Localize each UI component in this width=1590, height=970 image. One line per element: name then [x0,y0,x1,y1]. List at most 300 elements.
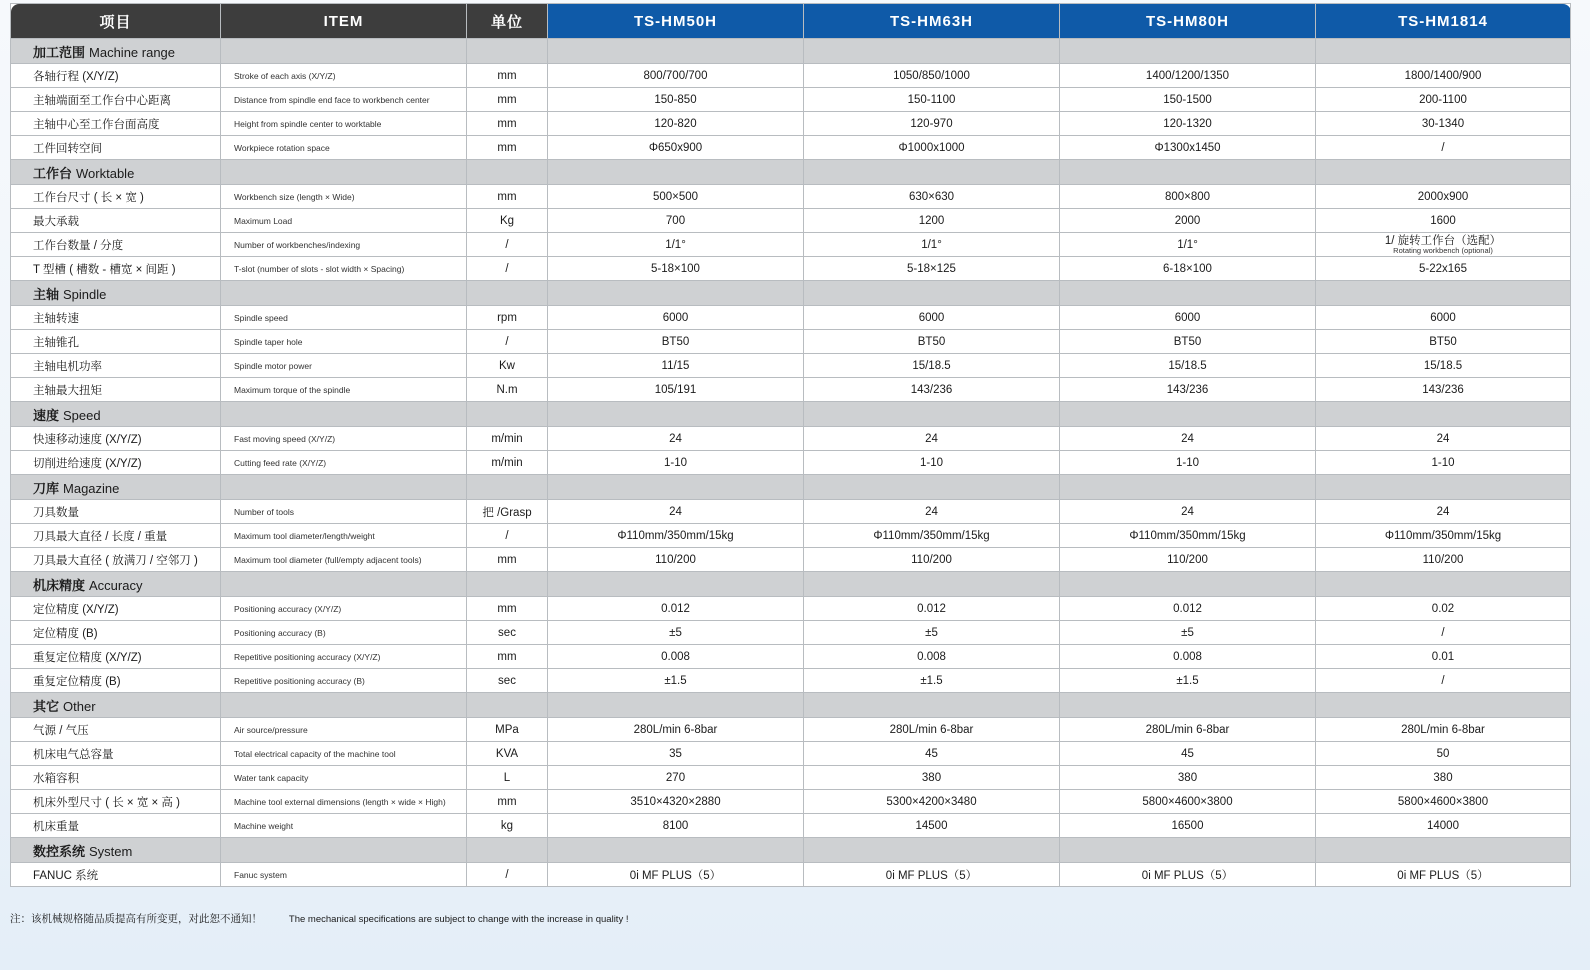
section-title [11,281,221,306]
param-value: 15/18.5 [1060,354,1316,378]
param-unit: m/min [467,451,548,475]
param-name-zh: 主轴电机功率 [11,354,221,378]
header-model: TS-HM50H [548,4,804,39]
param-value: ±5 [1060,621,1316,645]
param-name-zh: 定位精度 (B) [11,621,221,645]
section-title-en: Spindle [63,286,107,302]
table-row [11,209,1571,233]
section-blank-cell [1316,475,1571,500]
table-row [11,233,1571,257]
table-row [11,597,1571,621]
param-name-en: Repetitive positioning accuracy (B) [221,669,467,693]
param-value: / [1316,669,1571,693]
param-value: 1-10 [804,451,1060,475]
param-value: 1800/1400/900 [1316,64,1571,88]
param-value: 0.01 [1316,645,1571,669]
param-value: 0i MF PLUS（5） [1316,863,1571,887]
param-value: 6000 [1060,306,1316,330]
section-header-row [11,838,1571,863]
param-value: 1600 [1316,209,1571,233]
table-row [11,112,1571,136]
param-unit: 把 /Grasp [467,500,548,524]
param-unit: mm [467,136,548,160]
param-value: 15/18.5 [1316,354,1571,378]
param-unit: kg [467,814,548,838]
param-value: 1200 [804,209,1060,233]
section-blank-cell [1316,402,1571,427]
param-name-en: Cutting feed rate (X/Y/Z) [221,451,467,475]
param-value: 24 [548,500,804,524]
param-value: 630×630 [804,185,1060,209]
param-value: 120-970 [804,112,1060,136]
param-name-en: Positioning accuracy (X/Y/Z) [221,597,467,621]
table-row [11,185,1571,209]
section-blank-cell [1316,281,1571,306]
table-row [11,621,1571,645]
param-name-zh: 工件回转空间 [11,136,221,160]
param-value: Φ110mm/350mm/15kg [804,524,1060,548]
param-value: 110/200 [548,548,804,572]
param-value: Φ1300x1450 [1060,136,1316,160]
table-row [11,500,1571,524]
param-name-en: Water tank capacity [221,766,467,790]
param-value: 110/200 [804,548,1060,572]
table-row [11,64,1571,88]
param-unit: / [467,524,548,548]
param-value: 11/15 [548,354,804,378]
param-value: 1050/850/1000 [804,64,1060,88]
table-row [11,645,1571,669]
section-title-zh: 数控系统 [33,843,86,859]
param-name-zh: T 型槽 ( 槽数 - 槽宽 × 间距 ) [11,257,221,281]
section-blank-cell [804,572,1060,597]
param-unit: mm [467,645,548,669]
section-header-row [11,402,1571,427]
table-row [11,330,1571,354]
param-value: Φ1000x1000 [804,136,1060,160]
param-value: 143/236 [1060,378,1316,402]
param-value: 105/191 [548,378,804,402]
section-title-zh: 主轴 [33,286,60,302]
section-title [11,402,221,427]
param-name-en: Maximum tool diameter/length/weight [221,524,467,548]
table-row [11,136,1571,160]
param-value: 6000 [548,306,804,330]
param-value: 500×500 [548,185,804,209]
section-blank-cell [221,160,467,185]
param-unit: / [467,233,548,257]
table-header [11,4,1571,39]
section-title-zh: 机床精度 [33,577,86,593]
param-name-en: Maximum Load [221,209,467,233]
section-title-en: Machine range [89,44,176,60]
param-name-en: Machine tool external dimensions (length × wide × High) [221,790,467,814]
param-unit: sec [467,669,548,693]
section-title-en: Worktable [76,165,135,181]
section-blank-cell [467,281,548,306]
param-value: ±5 [548,621,804,645]
param-unit: mm [467,112,548,136]
param-value: 6-18×100 [1060,257,1316,281]
param-value: 800/700/700 [548,64,804,88]
param-name-en: Number of workbenches/indexing [221,233,467,257]
section-blank-cell [467,402,548,427]
header-item-zh: 项目 [11,4,221,39]
param-value: 5-18×125 [804,257,1060,281]
param-value: 110/200 [1060,548,1316,572]
footer-note [10,911,628,926]
section-title-zh: 工作台 [33,165,73,181]
param-value: 0i MF PLUS（5） [804,863,1060,887]
param-value-note: Rotating workbench (optional) [1393,245,1493,255]
spec-table-container [10,3,1570,887]
section-blank-cell [467,693,548,718]
param-value: 200-1100 [1316,88,1571,112]
param-name-zh: 主轴端面至工作台中心距离 [11,88,221,112]
header-item-en: ITEM [221,4,467,39]
param-name-zh: 机床重量 [11,814,221,838]
table-row [11,378,1571,402]
param-name-zh: FANUC 系统 [11,863,221,887]
param-value: 45 [804,742,1060,766]
section-header-row [11,572,1571,597]
param-value: 1-10 [1060,451,1316,475]
section-title-zh: 其它 [33,698,60,714]
param-name-zh: 主轴锥孔 [11,330,221,354]
param-name-zh: 刀具最大直径 ( 放满刀 / 空邻刀 ) [11,548,221,572]
param-value: 0.008 [1060,645,1316,669]
param-name-en: Spindle motor power [221,354,467,378]
section-title [11,572,221,597]
table-row [11,718,1571,742]
param-value: 35 [548,742,804,766]
section-blank-cell [548,572,804,597]
param-value: 6000 [804,306,1060,330]
section-blank-cell [467,838,548,863]
section-blank-cell [467,160,548,185]
footer-note-zh: 注：该机械规格随品质提高有所变更，对此恕不通知！ [10,913,262,925]
param-name-en: Air source/pressure [221,718,467,742]
param-name-zh: 工作台尺寸 ( 长 × 宽 ) [11,185,221,209]
param-name-en: Machine weight [221,814,467,838]
param-value: 120-820 [548,112,804,136]
param-value: ±1.5 [1060,669,1316,693]
param-value: BT50 [804,330,1060,354]
section-title-en: Magazine [63,480,120,496]
param-unit: mm [467,548,548,572]
table-row [11,742,1571,766]
param-unit: sec [467,621,548,645]
param-value: 1-10 [548,451,804,475]
section-blank-cell [1060,281,1316,306]
param-value: 0i MF PLUS（5） [1060,863,1316,887]
param-value: Φ110mm/350mm/15kg [548,524,804,548]
table-row [11,451,1571,475]
param-name-zh: 水箱容积 [11,766,221,790]
param-name-en: Number of tools [221,500,467,524]
param-value: 1/1° [548,233,804,257]
param-value: 24 [1060,427,1316,451]
param-value: 280L/min 6-8bar [548,718,804,742]
param-value: 150-850 [548,88,804,112]
param-value: 380 [1060,766,1316,790]
section-blank-cell [1060,572,1316,597]
param-name-zh: 刀具最大直径 / 长度 / 重量 [11,524,221,548]
param-unit: N.m [467,378,548,402]
param-value: 5-22x165 [1316,257,1571,281]
param-value: 14000 [1316,814,1571,838]
param-value: 380 [1316,766,1571,790]
section-blank-cell [467,39,548,64]
param-name-zh: 各轴行程 (X/Y/Z) [11,64,221,88]
param-value: 0.012 [1060,597,1316,621]
param-value: 24 [1316,427,1571,451]
param-value: 30-1340 [1316,112,1571,136]
param-unit: mm [467,64,548,88]
section-blank-cell [1316,572,1571,597]
section-blank-cell [804,838,1060,863]
section-blank-cell [804,160,1060,185]
param-value: BT50 [548,330,804,354]
section-title-zh: 速度 [33,407,60,423]
section-blank-cell [1316,39,1571,64]
table-row [11,766,1571,790]
param-unit: / [467,257,548,281]
param-unit: m/min [467,427,548,451]
param-value: 50 [1316,742,1571,766]
param-unit: MPa [467,718,548,742]
param-value: 0i MF PLUS（5） [548,863,804,887]
header-model: TS-HM63H [804,4,1060,39]
param-value: 16500 [1060,814,1316,838]
section-title-zh: 加工范围 [33,44,86,60]
param-unit: mm [467,185,548,209]
param-value: 280L/min 6-8bar [1316,718,1571,742]
section-header-row [11,281,1571,306]
section-blank-cell [467,572,548,597]
param-value: 110/200 [1316,548,1571,572]
section-title-en: Accuracy [89,577,143,593]
param-value: Φ110mm/350mm/15kg [1316,524,1571,548]
section-blank-cell [804,475,1060,500]
param-value: 280L/min 6-8bar [804,718,1060,742]
section-header-row [11,475,1571,500]
section-blank-cell [1060,693,1316,718]
param-name-en: Distance from spindle end face to workbench center [221,88,467,112]
param-value: 143/236 [1316,378,1571,402]
section-title-zh: 刀库 [33,480,60,496]
section-title-en: Other [63,698,96,714]
section-title-en: Speed [63,407,101,423]
param-value: 270 [548,766,804,790]
spec-table [10,3,1571,887]
param-name-zh: 快速移动速度 (X/Y/Z) [11,427,221,451]
param-unit: / [467,863,548,887]
param-name-en: Repetitive positioning accuracy (X/Y/Z) [221,645,467,669]
param-name-zh: 主轴转速 [11,306,221,330]
section-blank-cell [1316,160,1571,185]
param-name-en: Fast moving speed (X/Y/Z) [221,427,467,451]
param-name-zh: 机床电气总容量 [11,742,221,766]
section-title [11,838,221,863]
param-name-zh: 重复定位精度 (B) [11,669,221,693]
param-name-zh: 主轴最大扭矩 [11,378,221,402]
param-value: 24 [804,500,1060,524]
param-value: 0.008 [548,645,804,669]
table-row [11,354,1571,378]
section-blank-cell [1060,160,1316,185]
header-model: TS-HM1814 [1316,4,1571,39]
section-blank-cell [1316,693,1571,718]
section-blank-cell [548,39,804,64]
section-blank-cell [221,475,467,500]
param-name-zh: 气源 / 气压 [11,718,221,742]
param-value: 24 [1060,500,1316,524]
section-title [11,475,221,500]
param-name-en: Maximum torque of the spindle [221,378,467,402]
table-body [11,39,1571,887]
section-title [11,39,221,64]
param-value: 700 [548,209,804,233]
param-value: 1/1° [1060,233,1316,257]
param-value: Φ650x900 [548,136,804,160]
param-name-zh: 主轴中心至工作台面高度 [11,112,221,136]
param-name-en: Total electrical capacity of the machine tool [221,742,467,766]
table-row [11,306,1571,330]
param-name-en: Maximum tool diameter (full/empty adjacent tools) [221,548,467,572]
section-blank-cell [1060,402,1316,427]
section-blank-cell [221,402,467,427]
param-value: BT50 [1060,330,1316,354]
param-name-zh: 机床外型尺寸 ( 长 × 宽 × 高 ) [11,790,221,814]
section-blank-cell [548,693,804,718]
section-blank-cell [548,475,804,500]
param-value: 1400/1200/1350 [1060,64,1316,88]
table-row [11,427,1571,451]
param-unit: rpm [467,306,548,330]
param-value: 2000 [1060,209,1316,233]
param-value: 0.008 [804,645,1060,669]
param-name-en: Positioning accuracy (B) [221,621,467,645]
param-value: 1-10 [1316,451,1571,475]
param-value: 24 [1316,500,1571,524]
param-value: ±5 [804,621,1060,645]
param-value: 24 [548,427,804,451]
param-value: 0.012 [804,597,1060,621]
section-header-row [11,39,1571,64]
param-value: 45 [1060,742,1316,766]
param-value: 3510×4320×2880 [548,790,804,814]
param-name-en: T-slot (number of slots - slot width × Spacing) [221,257,467,281]
param-value: ±1.5 [548,669,804,693]
section-title-en: System [89,843,133,859]
header-model: TS-HM80H [1060,4,1316,39]
param-name-zh: 定位精度 (X/Y/Z) [11,597,221,621]
param-unit: mm [467,88,548,112]
param-value: 150-1100 [804,88,1060,112]
section-title [11,160,221,185]
param-unit: L [467,766,548,790]
param-value-main: 1/ 旋转工作台（选配） [1384,234,1502,247]
param-value: / [1316,136,1571,160]
header-unit: 单位 [467,4,548,39]
table-row [11,257,1571,281]
table-row [11,88,1571,112]
section-blank-cell [467,475,548,500]
param-value [1316,233,1571,257]
section-blank-cell [548,838,804,863]
param-value: Φ110mm/350mm/15kg [1060,524,1316,548]
table-row [11,790,1571,814]
section-blank-cell [548,402,804,427]
param-unit: Kg [467,209,548,233]
table-row [11,669,1571,693]
param-unit: KVA [467,742,548,766]
section-blank-cell [221,281,467,306]
param-value: 150-1500 [1060,88,1316,112]
section-header-row [11,693,1571,718]
param-name-en: Spindle taper hole [221,330,467,354]
section-blank-cell [1060,838,1316,863]
section-header-row [11,160,1571,185]
param-value: ±1.5 [804,669,1060,693]
param-name-en: Fanuc system [221,863,467,887]
param-value: 5800×4600×3800 [1060,790,1316,814]
param-value: / [1316,621,1571,645]
param-name-zh: 最大承载 [11,209,221,233]
section-blank-cell [221,39,467,64]
param-name-en: Spindle speed [221,306,467,330]
param-value: 5800×4600×3800 [1316,790,1571,814]
param-value: 800×800 [1060,185,1316,209]
section-blank-cell [548,160,804,185]
param-value: 6000 [1316,306,1571,330]
table-row [11,863,1571,887]
param-value: 0.02 [1316,597,1571,621]
param-value: BT50 [1316,330,1571,354]
section-blank-cell [804,39,1060,64]
param-value: 380 [804,766,1060,790]
param-name-en: Workbench size (length × Wide) [221,185,467,209]
param-value: 14500 [804,814,1060,838]
param-name-zh: 重复定位精度 (X/Y/Z) [11,645,221,669]
param-value: 143/236 [804,378,1060,402]
param-value: 5300×4200×3480 [804,790,1060,814]
param-unit: Kw [467,354,548,378]
section-blank-cell [1316,838,1571,863]
section-blank-cell [1060,475,1316,500]
param-unit: mm [467,790,548,814]
section-blank-cell [548,281,804,306]
param-value: 24 [804,427,1060,451]
section-blank-cell [804,281,1060,306]
param-value: 2000x900 [1316,185,1571,209]
section-title [11,693,221,718]
param-value: 8100 [548,814,804,838]
table-row [11,524,1571,548]
section-blank-cell [804,402,1060,427]
param-name-en: Height from spindle center to worktable [221,112,467,136]
param-value: 15/18.5 [804,354,1060,378]
table-row [11,814,1571,838]
section-blank-cell [221,693,467,718]
param-value: 280L/min 6-8bar [1060,718,1316,742]
section-blank-cell [221,572,467,597]
param-name-en: Stroke of each axis (X/Y/Z) [221,64,467,88]
table-row [11,548,1571,572]
param-value: 0.012 [548,597,804,621]
param-unit: / [467,330,548,354]
